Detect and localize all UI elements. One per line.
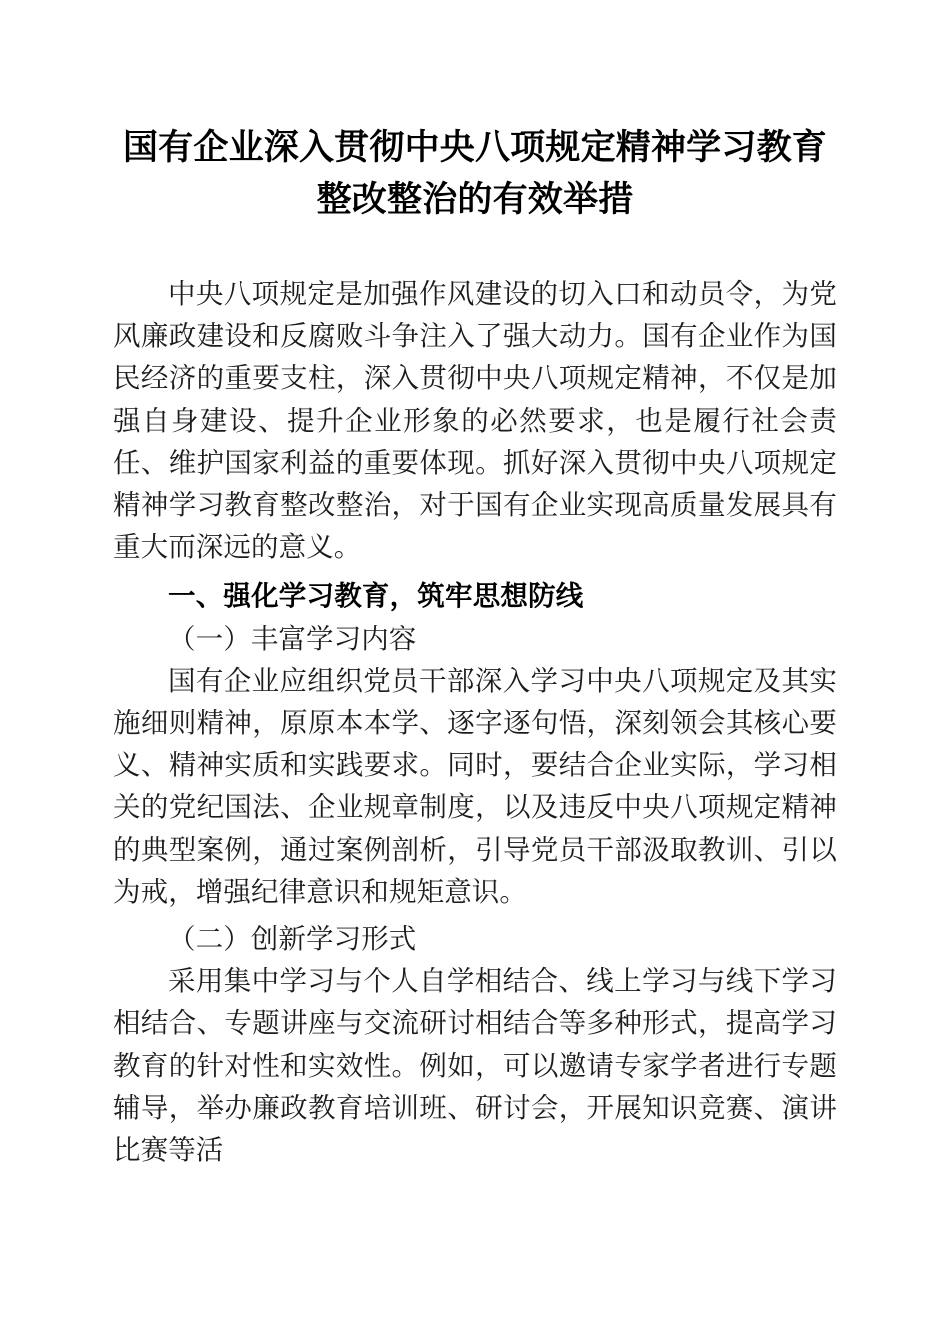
subsection-heading-1-1: （一）丰富学习内容 (168, 622, 417, 654)
intro-paragraph: 中央八项规定是加强作风建设的切入口和动员令，为党风廉政建设和反腐败斗争注入了强大动力。国有企业作为国民经济的重要支柱，深入贯彻中央八项规定精神，不仅是加强自身建设、提升企业形象的必然要求，也是履行社会责任、维护国家利益的重要体现。抓好深入贯彻中央八项规定精神学习教育整改整治，对于国有企业实现高质量发展具有重大而深远的意义。 (113, 278, 837, 563)
document-title (113, 0, 837, 226)
subsection-heading-1-2: （二）创新学习形式 (168, 923, 417, 955)
section-heading-1: 一、强化学习教育，筑牢思想防线 (168, 580, 584, 612)
page-content (113, 0, 837, 1171)
body-paragraph-1-2: 采用集中学习与个人自学相结合、线上学习与线下学习相结合、专题讲座与交流研讨相结合等多种形式，提高学习教育的针对性和实效性。例如，可以邀请专家学者进行专题辅导，举办廉政教育培训班、研讨会，开展知识竞赛、演讲比赛等活 (113, 965, 837, 1166)
body-paragraph-1-1: 国有企业应组织党员干部深入学习中央八项规定及其实施细则精神，原原本本学、逐字逐句悟，深刻领会其核心要义、精神实质和实践要求。同时，要结合企业实际，学习相关的党纪国法、企业规章制度，以及违反中央八项规定精神的典型案例，通过案例剖析，引导党员干部汲取教训、引以为戒，增强纪律意识和规矩意识。 (113, 664, 837, 907)
document-title-line-2: 整改整治的有效举措 (316, 180, 634, 219)
document-title-line-1: 国有企业深入贯彻中央八项规定精神学习教育 (122, 128, 827, 167)
